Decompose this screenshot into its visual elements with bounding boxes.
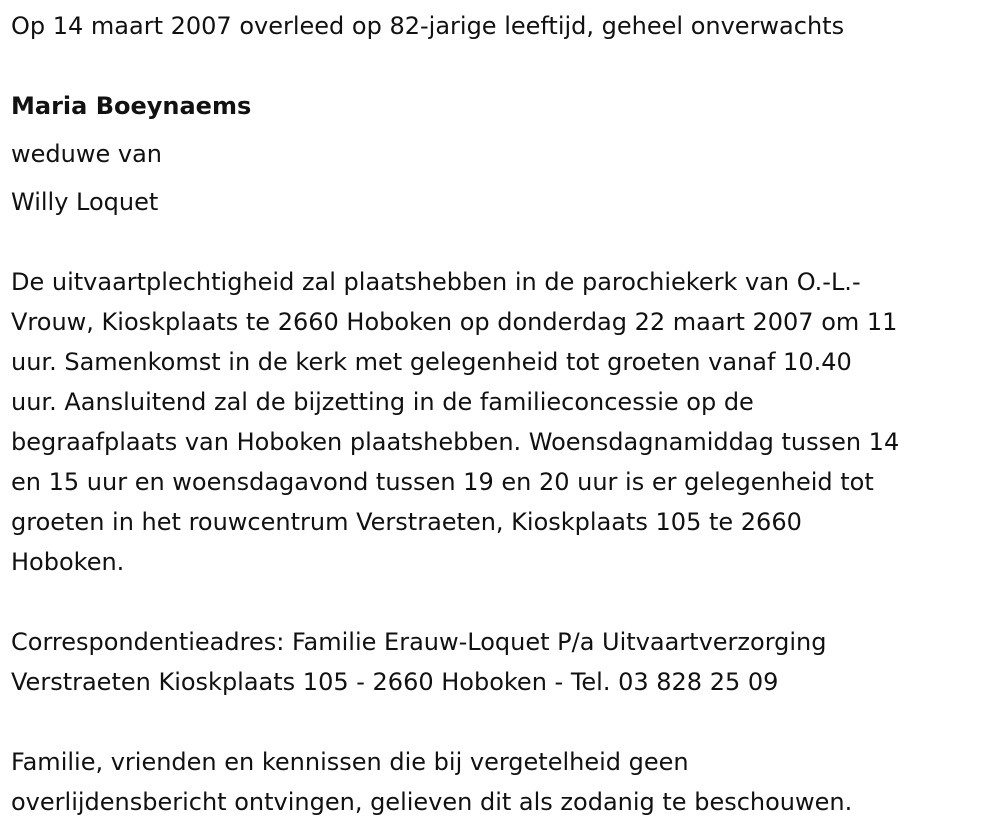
ceremony-line: De uitvaartplechtigheid zal plaatshebben in de parochiekerk van O.-L.- — [11, 268, 861, 296]
ceremony-line: uur. Aansluitend zal de bijzetting in de familieconcessie op de — [11, 388, 754, 416]
relation-text: weduwe van — [11, 140, 162, 168]
ceremony-line: Vrouw, Kioskplaats te 2660 Hoboken op donderdag 22 maart 2007 om 11 — [11, 308, 898, 336]
closing-line: overlijdensbericht ontvingen, gelieven dit als zodanig te beschouwen. — [11, 788, 853, 816]
ceremony-line: uur. Samenkomst in de kerk met gelegenheid tot groeten vanaf 10.40 — [11, 348, 852, 376]
ceremony-line: en 15 uur en woensdagavond tussen 19 en 20 uur is er gelegenheid tot — [11, 468, 874, 496]
spouse-name: Willy Loquet — [11, 188, 159, 216]
ceremony-paragraph — [11, 262, 991, 582]
correspondence-paragraph — [11, 622, 991, 702]
deceased-name: Maria Boeynaems — [11, 92, 252, 120]
closing-paragraph — [11, 742, 991, 822]
ceremony-line: begraafplaats van Hoboken plaatshebben. Woensdagnamiddag tussen 14 — [11, 428, 900, 456]
intro-text: Op 14 maart 2007 overleed op 82-jarige leeftijd, geheel onverwachts — [11, 12, 845, 40]
correspondence-line: Verstraeten Kioskplaats 105 - 2660 Hoboken - Tel. 03 828 25 09 — [11, 668, 779, 696]
correspondence-line: Correspondentieadres: Familie Erauw-Loquet P/a Uitvaartverzorging — [11, 628, 827, 656]
ceremony-line: Hoboken. — [11, 548, 125, 576]
closing-line: Familie, vrienden en kennissen die bij vergetelheid geen — [11, 748, 689, 776]
obituary-notice — [11, 6, 991, 822]
ceremony-line: groeten in het rouwcentrum Verstraeten, Kioskplaats 105 te 2660 — [11, 508, 802, 536]
